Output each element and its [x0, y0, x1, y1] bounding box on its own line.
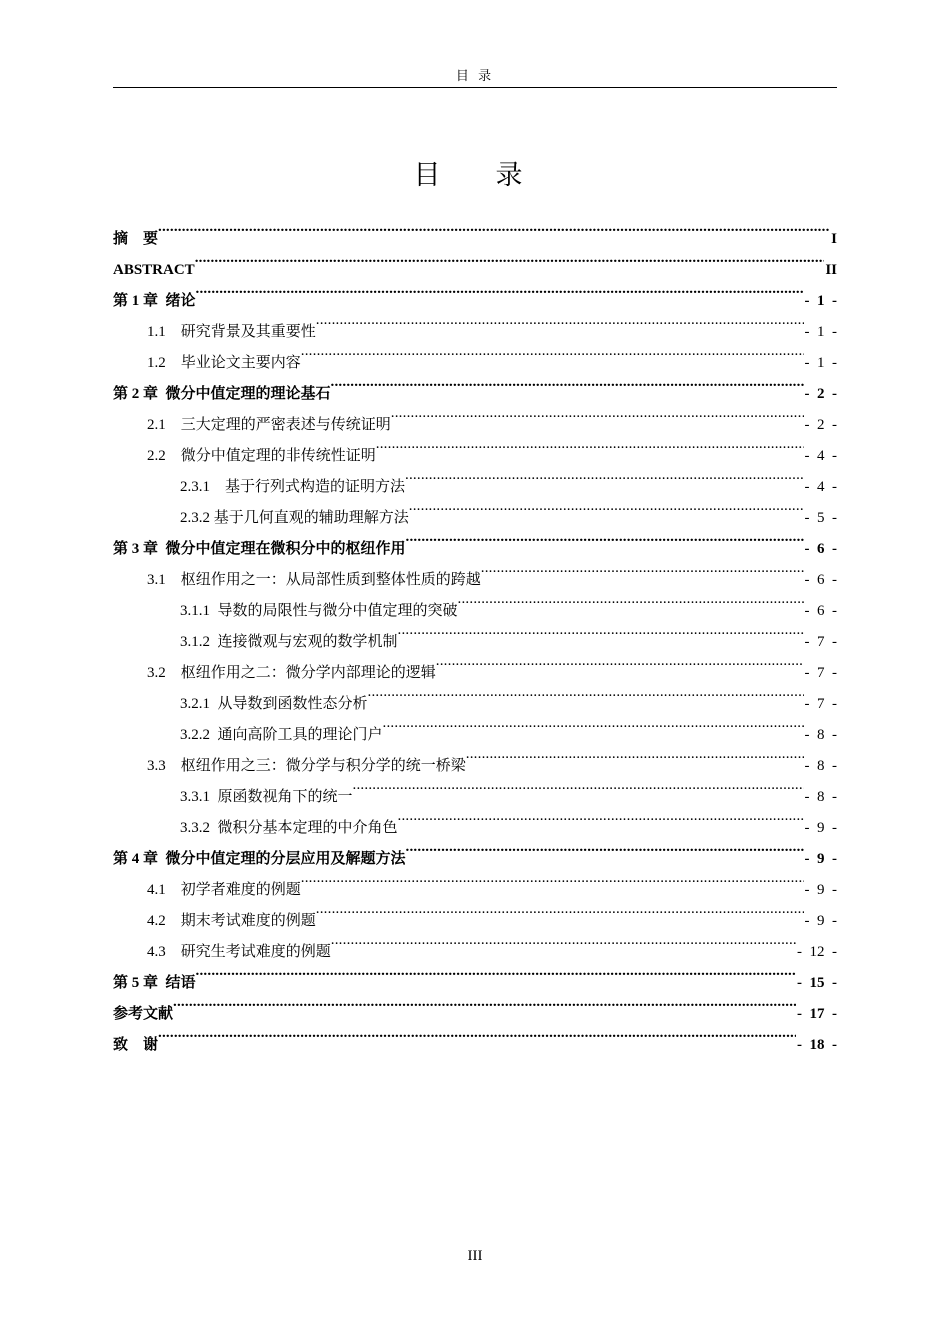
toc-entry-label: 3.3.1 原函数视角下的统一	[180, 789, 353, 805]
toc-entry-label: 致 谢	[113, 1037, 159, 1053]
dot-leader	[466, 739, 804, 770]
dot-leader	[158, 1018, 796, 1049]
toc-entry-page: II	[825, 262, 837, 278]
toc-entry-page: - 8 -	[804, 758, 837, 774]
toc-entry-label: 第 4 章 微分中值定理的分层应用及解题方法	[113, 851, 406, 867]
toc-entry-page: - 5 -	[804, 510, 837, 526]
table-of-contents	[113, 212, 837, 1053]
dot-leader	[196, 956, 796, 987]
toc-entry-page: - 7 -	[804, 696, 837, 712]
toc-entry-page: - 7 -	[804, 634, 837, 650]
toc-entry-label: 3.3 枢纽作用之三：微分学与积分学的统一桥梁	[147, 758, 466, 774]
header-rule	[113, 87, 837, 88]
toc-entry-page: I	[831, 231, 837, 247]
toc-entry-page: - 8 -	[804, 789, 837, 805]
dot-leader	[316, 894, 804, 925]
toc-entry-page: - 9 -	[804, 851, 837, 867]
dot-leader	[331, 925, 796, 956]
toc-entry-page: - 6 -	[804, 572, 837, 588]
dot-leader	[316, 305, 804, 336]
dot-leader	[195, 243, 825, 274]
dot-leader	[301, 336, 804, 367]
dot-leader	[331, 367, 804, 398]
toc-entry-label: 3.3.2 微积分基本定理的中介角色	[180, 820, 398, 836]
dot-leader	[368, 677, 804, 708]
dot-leader	[406, 522, 804, 553]
toc-entry-page: - 7 -	[804, 665, 837, 681]
dot-leader	[376, 429, 804, 460]
dot-leader	[353, 770, 804, 801]
toc-entry[interactable]	[113, 274, 837, 309]
dot-leader	[391, 398, 804, 429]
toc-entry-label: 第 1 章 绪论	[113, 293, 196, 309]
dot-leader	[173, 987, 796, 1018]
toc-entry-label: 3.2.2 通向高阶工具的理论门户	[180, 727, 383, 743]
toc-entry-label: 第 5 章 结语	[113, 975, 196, 991]
toc-entry-page: - 4 -	[804, 448, 837, 464]
dot-leader	[458, 584, 804, 615]
toc-entry-label: 第 2 章 微分中值定理的理论基石	[113, 386, 331, 402]
toc-entry[interactable]	[113, 305, 837, 340]
dot-leader	[158, 212, 830, 243]
toc-entry-page: - 12 -	[797, 944, 837, 960]
dot-leader	[405, 460, 803, 491]
toc-entry-page: - 8 -	[804, 727, 837, 743]
toc-title: 目 录	[413, 160, 537, 190]
toc-entry-page: - 9 -	[804, 820, 837, 836]
toc-entry-label: 1.2 毕业论文主要内容	[147, 355, 301, 371]
toc-entry-label: 3.1.1 导数的局限性与微分中值定理的突破	[180, 603, 458, 619]
dot-leader	[398, 801, 804, 832]
toc-entry[interactable]	[113, 1018, 837, 1053]
toc-entry[interactable]	[113, 212, 837, 247]
toc-entry-label: 参考文献	[113, 1006, 174, 1022]
toc-entry-label: 2.2 微分中值定理的非传统性证明	[147, 448, 376, 464]
toc-entry-label: 摘 要	[113, 231, 159, 247]
toc-entry-page: - 1 -	[804, 355, 837, 371]
running-header: 目 录	[455, 68, 495, 83]
toc-entry-label: 4.1 初学者难度的例题	[147, 882, 301, 898]
toc-entry[interactable]	[113, 956, 837, 991]
toc-entry-page: - 2 -	[804, 386, 837, 402]
toc-entry-page: - 2 -	[804, 417, 837, 433]
toc-entry-label: 2.3.2 基于几何直观的辅助理解方法	[180, 510, 409, 526]
toc-entry-label: 3.1.2 连接微观与宏观的数学机制	[180, 634, 398, 650]
toc-entry-label: 3.2 枢纽作用之二：微分学内部理论的逻辑	[147, 665, 436, 681]
toc-entry-page: - 9 -	[804, 882, 837, 898]
toc-entry-label: 第 3 章 微分中值定理在微积分中的枢纽作用	[113, 541, 406, 557]
toc-entry-page: - 9 -	[804, 913, 837, 929]
dot-leader	[481, 553, 804, 584]
dot-leader	[409, 491, 804, 522]
toc-entry-page: - 4 -	[804, 479, 837, 495]
toc-entry[interactable]	[113, 987, 837, 1022]
dot-leader	[196, 274, 804, 305]
toc-entry-label: 4.2 期末考试难度的例题	[147, 913, 316, 929]
toc-entry-label: 4.3 研究生考试难度的例题	[147, 944, 331, 960]
page-number: III	[467, 1248, 483, 1264]
toc-entry[interactable]	[113, 243, 837, 278]
toc-entry-page: - 6 -	[804, 541, 837, 557]
dot-leader	[406, 832, 804, 863]
toc-entry-label: 1.1 研究背景及其重要性	[147, 324, 316, 340]
toc-entry-page: - 18 -	[797, 1037, 837, 1053]
toc-entry-page: - 1 -	[804, 324, 837, 340]
toc-entry-page: - 6 -	[804, 603, 837, 619]
dot-leader	[301, 863, 804, 894]
toc-entry-page: - 15 -	[797, 975, 837, 991]
toc-entry-label: 2.3.1 基于行列式构造的证明方法	[180, 479, 406, 495]
toc-entry-label: ABSTRACT	[113, 262, 195, 278]
toc-entry-page: - 1 -	[804, 293, 837, 309]
toc-entry-label: 3.2.1 从导数到函数性态分析	[180, 696, 368, 712]
dot-leader	[398, 615, 804, 646]
toc-entry-label: 3.1 枢纽作用之一：从局部性质到整体性质的跨越	[147, 572, 481, 588]
dot-leader	[436, 646, 804, 677]
toc-entry-page: - 17 -	[797, 1006, 837, 1022]
dot-leader	[383, 708, 804, 739]
toc-entry-label: 2.1 三大定理的严密表述与传统证明	[147, 417, 391, 433]
